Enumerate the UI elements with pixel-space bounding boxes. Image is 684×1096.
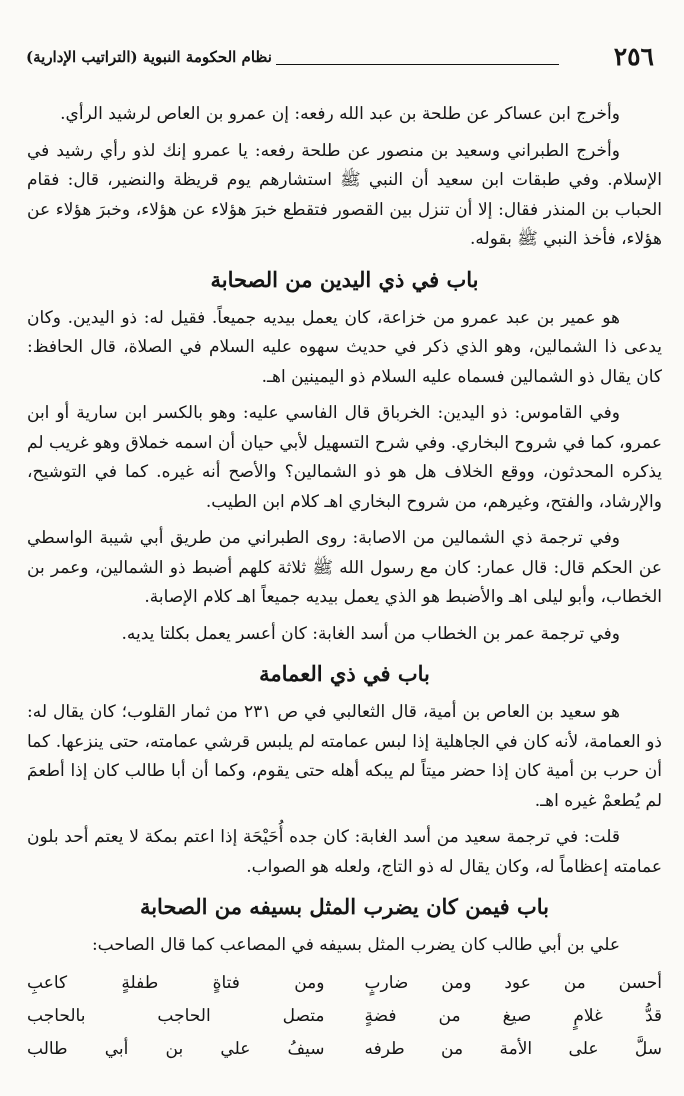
section-heading: باب فيمن كان يضرب المثل بسيفه من الصحابة: [139, 894, 550, 919]
paragraph: وفي القاموس: ذو اليدين: الخرباق قال الفاسي عليه: وهو بالكسر ابن سارية أو ابن عمرو، كما في شروح البخاري. وفي شرح التسهيل لأبي حيان أن اسمه خملاق وهو غريب لم يذكره المحدثون، ووقع الخلاف هل هو ذو الشمالين؟ والأصح أنه غيره. كما في التوشيح، والإرشاد، والفتح، وغيرهم، من شروح البخاري اهـ كلام ابن الطيب.: [27, 403, 662, 512]
paragraph: هو عمير بن عبد عمرو من خزاعة، كان يعمل بيديه جميعاً. فقيل له: ذو اليدين. وكان يدعى ذا الشمالين، وهو الذي ذكر في حديث سهوه عليه السلام في الصلاة، قال الحافظ: كان يقال ذو الشمالين فسماه عليه السلام ذو اليمينين اهـ.: [27, 307, 662, 387]
verse-first-half: قدُّ غلامٍ صيغ من فضةٍ: [364, 1005, 662, 1026]
paragraph: وأخرج الطبراني وسعيد بن منصور عن طلحة رفعه: يا عمرو إنك لذو رأي رشيد في الإسلام. وفي طبقات ابن سعيد أن النبي ﷺ استشارهم يوم قريظة والنضير، قال: فقام الحباب بن المنذر فقال: إلا أن تنزل بين القصور فتقطع خبرَ هؤلاء عن هؤلاء، وخبرَ هؤلاء عن هؤلاء، فأخذ النبي ﷺ بقوله.: [27, 140, 662, 249]
poem: [27, 968, 662, 1065]
verse-second-half: سيفُ علي بن أبي طالب: [27, 1038, 325, 1059]
paragraph: وفي ترجمة عمر بن الخطاب من أسد الغابة: كان أعسر يعمل بكلتا يديه.: [121, 623, 620, 644]
paragraph: قلت: في ترجمة سعيد من أسد الغابة: كان جده أُحَيْحَة إذا اعتم بمكة لا يعتم أحد بلون عمامته إعظاماً له، وكان يقال له ذو التاج، ولعله هو الصواب.: [27, 827, 662, 877]
paragraph: وفي ترجمة ذي الشمالين من الاصابة: روى الطبراني من طريق أبي شيبة الواسطي عن الحكم قال: قال عمار: كان مع رسول الله ﷺ ثلاثة كلهم أضبط ذو الشمالين، وعمر بن الخطاب، وأبو ليلى اهـ والأضبط هو الذي يعمل بيديه جميعاً اهـ كلام الإصابة.: [27, 528, 662, 607]
paragraph: هو سعيد بن العاص بن أمية، قال الثعالبي في ص ٢٣١ من ثمار القلوب؛ كان يقال له: ذو العمامة، لأنه كان في الجاهلية إذا لبس عمامته لم يلبس قرشي عمامته، حتى ينزعها. كما أن حرب بن أمية كان إذا حضر ميتاً لم يبكه أهله حتى يقوم، وكما أن أبا طالب كان إذا أطعمَ لم يُطعمْ غيره اهـ.: [27, 702, 662, 811]
paragraph: علي بن أبي طالب كان يضرب المثل بسيفه في المصاعب كما قال الصاحب:: [91, 935, 620, 955]
verse-second-half: متصل الحاجب بالحاجب: [27, 1005, 325, 1026]
paragraph: وأخرج ابن عساكر عن طلحة بن عبد الله رفعه: إن عمرو بن العاص لرشيد الرأي.: [60, 104, 620, 124]
page-header: [26, 40, 654, 80]
running-title: نظام الحكومة النبوية (التراتيب الإدارية): [26, 48, 272, 66]
verse-first-half: سلَّ على الأمة من طرفه: [364, 1038, 662, 1059]
verse-first-half: أحسن من عود ومن ضاربٍ: [364, 972, 662, 993]
section-heading: باب في ذي العمامة: [259, 661, 430, 686]
section-heading: باب في ذي اليدين من الصحابة: [210, 266, 479, 292]
page-number: ٢٥٦: [613, 42, 654, 71]
page-body: [27, 100, 662, 1065]
verse-second-half: ومن فتاةٍ طفلةٍ كاعبِ: [27, 972, 325, 993]
header-rule: [276, 64, 559, 65]
